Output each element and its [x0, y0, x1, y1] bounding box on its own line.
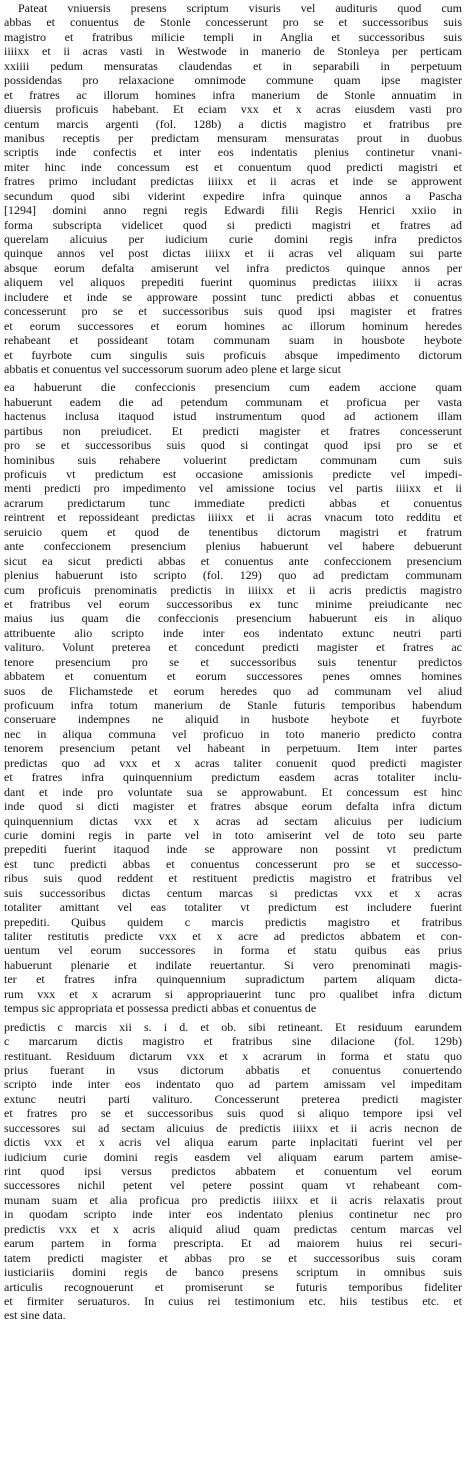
text-line: centum marcis argenti (fol. 128b) a dictis magistro et fratribus pre: [4, 116, 462, 131]
text-line: uentum vel eorum successores in forma et statu quibus eas prius: [4, 943, 462, 958]
text-line: manibus receptis per predictam mensuram mensuratas prout in duobus: [4, 130, 462, 145]
text-line: abbas et conuentus de Stonle concesserunt pro se et successoribus suis: [4, 15, 462, 30]
text-line: munam suam et alia proficua pro predictis iiiixx et ii acris relaxatis prout: [4, 1192, 462, 1207]
text-line: articulis recognouerunt et promiserunt se futuris temporibus fideliter: [4, 1279, 462, 1294]
text-line: magistro et fratribus milicie templi in Anglia et successoribus suis: [4, 29, 462, 44]
text-block-c: [4, 1020, 462, 1323]
text-line: taliter restitutis predicte vxx et x acre ad predictos abbatem et con-: [4, 929, 462, 943]
text-line: suis successoribus dictas centum marcas si predictas vxx et x acras: [4, 885, 462, 900]
text-line: inde quod si dicti magister et fratres absque eorum defalta infra dictum: [4, 799, 462, 814]
text-line: in quodam scripto inde inter eos indentato plenius continetur nec pro: [4, 1207, 462, 1222]
text-line: possidendas pro relaxacione omnimode commune quam ipse magister: [4, 73, 462, 88]
text-line: aliquem vel aliquos prepediti fuerint quominus predictas iiiixx ii acras: [4, 275, 462, 290]
text-line: diuersis proficuis habebant. Et eciam vxx et x acras eiusdem vasti pro: [4, 102, 462, 117]
text-line: restituant. Residuum dictarum vxx et x acrarum in forma et statu quo: [4, 1048, 462, 1063]
text-line: predictis c marcis xii s. i d. et ob. sibi retineant. Et residuum earundem: [4, 1019, 462, 1034]
text-line: prepediti. Quibus quidem c marcis predictis magistro et fratribus: [4, 914, 462, 929]
text-line: totaliter amittant vel eas totaliter vt predictum est includere fuerint: [4, 900, 462, 915]
text-line: habuerunt eadem die ad petendum communam et proficua per vasta: [4, 394, 462, 409]
text-line: prius fuerant in vsus dictorum abbatis et conuentus conuertendo: [4, 1062, 462, 1077]
text-line: et fratribus vel eorum successoribus ex tunc minime preiudicante nec: [4, 596, 462, 611]
text-line: scriptis inde confectis et inter eos indentatis plenius continetur vnani-: [4, 145, 462, 160]
text-line: iiiixx et ii acras vasti in Westwode in manerio de Stonleya per perticam: [4, 44, 462, 59]
text-line: proficuis vt predictum est occasione amissionis predicte vel impedi-: [4, 467, 462, 481]
text-line: et fratres pro se et successoribus suis quod si aliquo tempore ipsi vel: [4, 1106, 462, 1121]
text-line: dictis vxx et x acris vel aliqua earum parte inplacitati fuerint vel per: [4, 1135, 462, 1150]
text-line: c marcarum dictis magistro et fratribus sine dilacione (fol. 129b): [4, 1034, 462, 1049]
text-line: rint quod ipsi versus predictos abbatem et conuentum vel eorum: [4, 1164, 462, 1178]
text-line: rum vxx et x acrarum si appropriauerint tunc pro qualibet infra dictum: [4, 986, 462, 1001]
text-line: seruicio quem et quod de tenentibus dictorum magistri et fratrum: [4, 524, 462, 539]
text-line: predictis vxx et x acris aliquid aliud quam predictas centum marcas vel: [4, 1221, 462, 1236]
text-line: Pateat vniuersis presens scriptum visuris vel audituris quod cum: [18, 1, 462, 15]
text-line: abbatem et conuentum et eorum successores penes omnes homines: [4, 669, 462, 684]
text-line: plenius habuerunt isto scripto (fol. 129) quo ad predictam communam: [4, 568, 462, 583]
text-line: et fratres infra quinquennium predictum easdem acras totaliter inclu-: [4, 770, 462, 785]
text-line: tempus sic appropriata et possessa predicti abbas et conuentus de: [4, 1001, 317, 1016]
text-line: pro se et successoribus suis quod si contingat quod ipsi pro se et: [4, 438, 462, 453]
text-line: et fratres ac illorum homines infra manerium de Stonle annuatim in: [4, 87, 462, 102]
text-line: absque eorum defalta amiserunt vel infra predictos quinque annos per: [4, 260, 462, 275]
text-line: ea habuerunt die confeccionis presencium cum eadem accione quam: [4, 380, 462, 395]
text-line: rehabeant et possideant totam communam suam in housbote heybote: [4, 333, 462, 348]
text-line: scripto inde inter eos indentato quo ad partem amissam vel impeditam: [4, 1077, 462, 1092]
text-line: querelam alicuius per iudicium curie domini regis infra predictos: [4, 232, 462, 246]
text-line: valituro. Volunt preterea et concedunt predicti magister et fratres ac: [4, 640, 462, 655]
text-line: est tunc predicti abbas et conuentus concesserunt pro se et successo-: [4, 856, 462, 871]
text-line: ante confeccionem presencium plenius habuerunt vel habere debuerunt: [4, 539, 462, 554]
text-line: quinque annos vel post dictas iiiixx et ii acras vel aliquam sui parte: [4, 246, 462, 261]
text-line: miter hinc inde concessum est et conuentum quod predicti magistri et: [4, 159, 462, 174]
text-line: et firmiter seruaturos. In cuius rei testimonium etc. hiis testibus etc. et: [4, 1293, 462, 1308]
text-line: forma subscripta videlicet quod si predicti magistri et fratres ad: [4, 217, 462, 232]
text-line: tenorem presencium petant vel habeant in perpetuum. Item inter partes: [4, 741, 462, 756]
text-line: menti predicti pro impedimento vel amissione tocius vel partis iiiixx et ii: [4, 481, 462, 496]
text-line: secundum quod sibi viderint expedire infra quinque annos a Pascha: [4, 188, 462, 203]
text-line: abbatis et conuentus vel successorum suorum adeo plene et large sicut: [4, 361, 342, 376]
text-line: dant et inde pro voluntate sua se approwabunt. Et concessum est hinc: [4, 784, 462, 799]
text-line: maius ius quam die confeccionis presencium habuerunt eis in aliquo: [4, 611, 462, 626]
text-line: ter et fratres infra quinquennium supradictum partem aliquam dicta-: [4, 972, 462, 987]
text-line: earum partem in forma prescripta. Et ad maiorem huius rei securi-: [4, 1236, 462, 1251]
text-line: tenore presencium pro se et successoribus suis tenentur predictos: [4, 654, 462, 669]
text-line: attribuente alio scripto inde inter eos indentato extunc neutri parti: [4, 625, 462, 640]
text-line: reintrent et repossideant predictas iiiixx et ii acras vnacum toto redditu et: [4, 510, 462, 525]
text-line: iusticiariis domini regis de banco presens scriptum in omnibus suis: [4, 1265, 462, 1280]
text-line: acrarum predictarum tunc immediate predicti abbas et conuentus: [4, 495, 462, 510]
text-line: predictas quo ad vxx et x acras taliter conuenit quod predicti magister: [4, 755, 462, 770]
text-line: et eorum successores et eorum homines ac illorum hominum heredes: [4, 318, 462, 333]
text-line: ribus suis quod reddent et restituent predictis magistro et fratribus vel: [4, 871, 462, 886]
text-line: hactenus inclusa itaquod istud instrumentum quod ad actionem illam: [4, 409, 462, 424]
text-line: extunc neutri parti valituro. Concesserunt preterea predicti magister: [4, 1091, 462, 1106]
text-line: [1294] domini anno regni regis Edwardi filii Regis Henrici xxiio in: [4, 203, 462, 218]
text-line: conseruare indempnes ne aliquid in husbote heybote et fuyrbote: [4, 712, 462, 727]
text-line: concesserunt pro se et successoribus suis quod ipsi magister et fratres: [4, 304, 462, 319]
text-line: iudicium curie domini regis easdem vel aliquam earum partem amise-: [4, 1149, 462, 1164]
text-line: successores nichil petent vel petere possint quam vt rehabeant com-: [4, 1178, 462, 1193]
text-line: suos de Flichamstede et eorum heredes quo ad communam vel aliud: [4, 683, 462, 698]
text-line: tatem predicti magister et abbas pro se et successoribus suis coram: [4, 1250, 462, 1265]
text-line: habuerunt plenarie et indilate reuertantur. Si vero prenominati magis-: [4, 957, 462, 972]
text-line: est sine data.: [4, 1308, 66, 1323]
text-line: quinquennium dictas vxx et x acras ad sectam alicuius per iudicium: [4, 813, 462, 828]
text-line: curie domini regis in parte vel in toto amiserint vel de toto seu parte: [4, 827, 462, 842]
text-line: et fuyrbote cum singulis suis proficuis absque impedimento dictorum: [4, 347, 462, 362]
text-line: includere et inde se approware possint tunc predicti abbas et conuentus: [4, 289, 462, 304]
text-line: xxiiii pedum mensuratas claudendas et in separabili in perpetuum: [4, 58, 462, 73]
text-line: partibus non preiudicet. Et predicti magister et fratres concesserunt: [4, 423, 462, 438]
text-line: fratres primo includant predictas iiiixx et ii acras et inde se approwent: [4, 174, 462, 189]
text-line: cum proficuis prenominatis predictis in iiiixx et ii acris predictis magistro: [4, 582, 462, 597]
text-line: nec in aliqua communa vel proficuo in toto manerio predicto contra: [4, 726, 462, 741]
text-block-a: [4, 1, 462, 376]
text-line: prepediti fuerint itaquod inde se approware non possint vt predictum: [4, 842, 462, 857]
text-line: proficuum infra totum manerium de Stanle futuris temporibus habendum: [4, 698, 462, 712]
text-block-b: [4, 380, 462, 1015]
text-line: hominibus suis rehabere voluerint predictam communam cum suis: [4, 452, 462, 467]
text-line: sicut ea sicut predicti abbas et conuentus ante confeccionem presencium: [4, 553, 462, 568]
text-line: successores sui ad sectam alicuius de predictis iiiixx et ii acris necnon de: [4, 1120, 462, 1135]
